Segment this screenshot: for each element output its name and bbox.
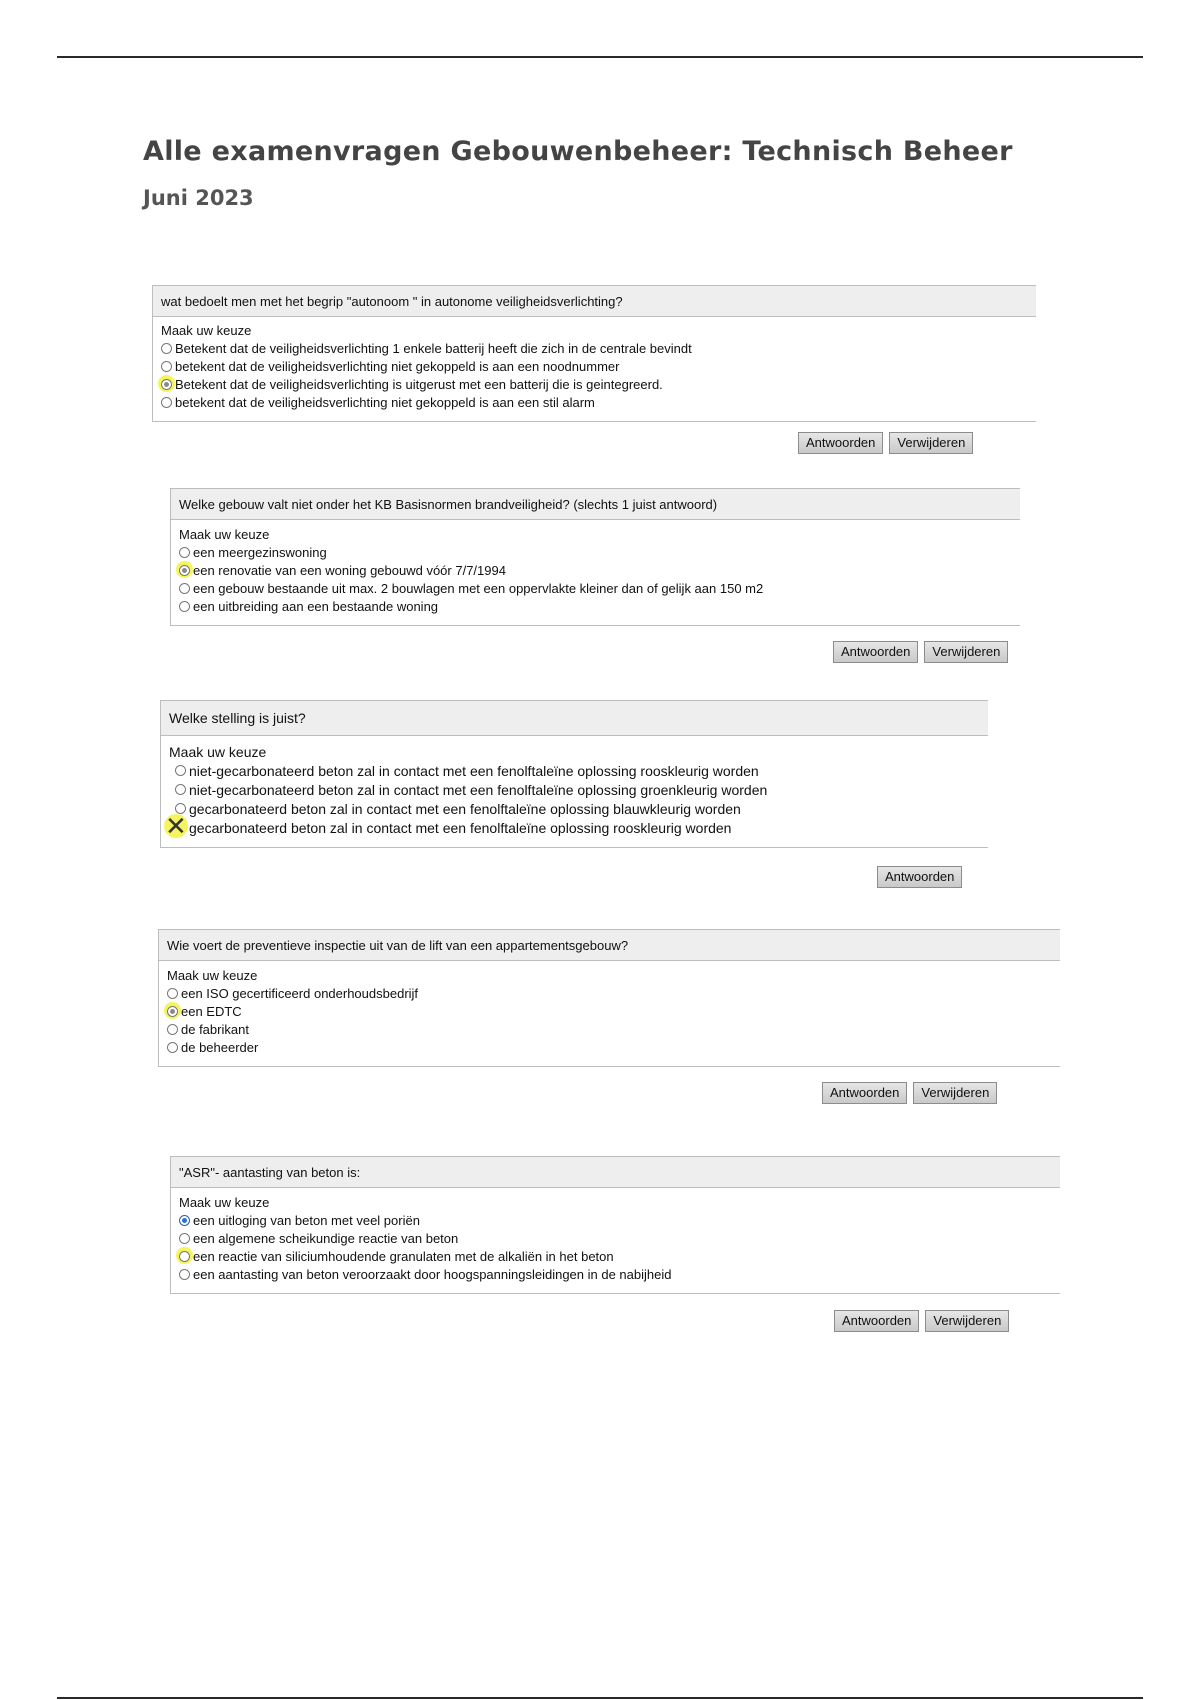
- top-rule: [57, 56, 1143, 58]
- prompt-label: Maak uw keuze: [161, 323, 252, 338]
- answer-button[interactable]: Antwoorden: [877, 866, 962, 888]
- delete-button[interactable]: Verwijderen: [924, 641, 1008, 663]
- option-1[interactable]: een ISO gecertificeerd onderhoudsbedrijf: [167, 984, 1052, 1002]
- radio-button[interactable]: [179, 1269, 190, 1280]
- answer-button[interactable]: Antwoorden: [834, 1310, 919, 1332]
- radio-button[interactable]: [179, 601, 190, 612]
- button-row-1: [798, 432, 973, 454]
- button-row-4: [822, 1082, 997, 1104]
- cross-mark-icon: ✕: [165, 811, 187, 841]
- radio-button-selected[interactable]: [167, 1006, 178, 1017]
- delete-button[interactable]: Verwijderen: [925, 1310, 1009, 1332]
- delete-button[interactable]: Verwijderen: [913, 1082, 997, 1104]
- option-4[interactable]: betekent dat de veiligheidsverlichting niet gekoppeld is aan een stil alarm: [161, 393, 1028, 411]
- question-text: "ASR"- aantasting van beton is:: [170, 1156, 1060, 1188]
- option-4[interactable]: een uitbreiding aan een bestaande woning: [179, 597, 1012, 615]
- bottom-rule: [57, 1697, 1143, 1699]
- prompt-label: Maak uw keuze: [179, 1195, 270, 1210]
- question-text: Welke stelling is juist?: [160, 700, 988, 736]
- button-row-2: [833, 641, 1008, 663]
- question-text: wat bedoelt men met het begrip "autonoom " in autonome veiligheidsverlichting?: [152, 285, 1036, 317]
- question-card-5: [170, 1156, 1060, 1294]
- prompt-label: Maak uw keuze: [169, 744, 267, 760]
- radio-button[interactable]: [167, 1042, 178, 1053]
- option-4[interactable]: ✕ gecarbonateerd beton zal in contact met een fenolftaleïne oplossing rooskleurig worden: [165, 811, 732, 841]
- radio-button[interactable]: [175, 765, 186, 776]
- radio-button-selected[interactable]: [179, 565, 190, 576]
- option-4[interactable]: een aantasting van beton veroorzaakt door hoogspanningsleidingen in de nabijheid: [179, 1265, 1052, 1283]
- option-1[interactable]: een uitloging van beton met veel poriën: [179, 1211, 1052, 1229]
- option-3[interactable]: een reactie van siliciumhoudende granulaten met de alkaliën in het beton: [179, 1247, 1052, 1265]
- document-subtitle: Juni 2023: [143, 186, 254, 210]
- prompt-label: Maak uw keuze: [167, 968, 258, 983]
- radio-button[interactable]: [179, 1233, 190, 1244]
- button-row-3: [877, 866, 962, 888]
- radio-button[interactable]: [161, 361, 172, 372]
- radio-button[interactable]: [179, 547, 190, 558]
- question-card-4: [158, 929, 1060, 1067]
- option-1[interactable]: Betekent dat de veiligheidsverlichting 1 enkele batterij heeft die zich in de centrale bevindt: [161, 339, 1028, 357]
- option-4[interactable]: de beheerder: [167, 1038, 1052, 1056]
- answer-button[interactable]: Antwoorden: [833, 641, 918, 663]
- option-3[interactable]: een gebouw bestaande uit max. 2 bouwlagen met een oppervlakte kleiner dan of gelijk aan 150 m2: [179, 579, 1012, 597]
- option-2[interactable]: een algemene scheikundige reactie van beton: [179, 1229, 1052, 1247]
- option-3[interactable]: de fabrikant: [167, 1020, 1052, 1038]
- option-2[interactable]: niet-gecarbonateerd beton zal in contact met een fenolftaleïne oplossing groenkleurig worden: [169, 780, 980, 799]
- document-title: Alle examenvragen Gebouwenbeheer: Technisch Beheer: [143, 136, 1013, 167]
- option-3[interactable]: Betekent dat de veiligheidsverlichting is uitgerust met een batterij die is geintegreerd.: [161, 375, 1028, 393]
- option-2[interactable]: een EDTC: [167, 1002, 1052, 1020]
- radio-button[interactable]: [167, 988, 178, 999]
- question-card-3: [160, 700, 988, 848]
- answer-button[interactable]: Antwoorden: [822, 1082, 907, 1104]
- radio-button[interactable]: [179, 1251, 190, 1262]
- question-text: Wie voert de preventieve inspectie uit van de lift van een appartementsgebouw?: [158, 929, 1060, 961]
- radio-button[interactable]: [179, 583, 190, 594]
- option-2[interactable]: een renovatie van een woning gebouwd vóór 7/7/1994: [179, 561, 1012, 579]
- radio-button[interactable]: [161, 397, 172, 408]
- radio-button-selected[interactable]: [161, 379, 172, 390]
- option-3[interactable]: gecarbonateerd beton zal in contact met een fenolftaleïne oplossing blauwkleurig worden: [169, 799, 980, 818]
- prompt-label: Maak uw keuze: [179, 527, 270, 542]
- question-card-2: [170, 488, 1020, 626]
- option-2[interactable]: betekent dat de veiligheidsverlichting niet gekoppeld is aan een noodnummer: [161, 357, 1028, 375]
- button-row-5: [834, 1310, 1009, 1332]
- radio-button[interactable]: [167, 1024, 178, 1035]
- delete-button[interactable]: Verwijderen: [889, 432, 973, 454]
- option-1[interactable]: een meergezinswoning: [179, 543, 1012, 561]
- radio-button[interactable]: [161, 343, 172, 354]
- question-text: Welke gebouw valt niet onder het KB Basisnormen brandveiligheid? (slechts 1 juist antwoord): [170, 488, 1020, 520]
- option-1[interactable]: niet-gecarbonateerd beton zal in contact met een fenolftaleïne oplossing rooskleurig worden: [169, 761, 980, 780]
- question-card-1: [152, 285, 1036, 422]
- radio-button-selected[interactable]: [179, 1215, 190, 1226]
- radio-button[interactable]: [175, 784, 186, 795]
- answer-button[interactable]: Antwoorden: [798, 432, 883, 454]
